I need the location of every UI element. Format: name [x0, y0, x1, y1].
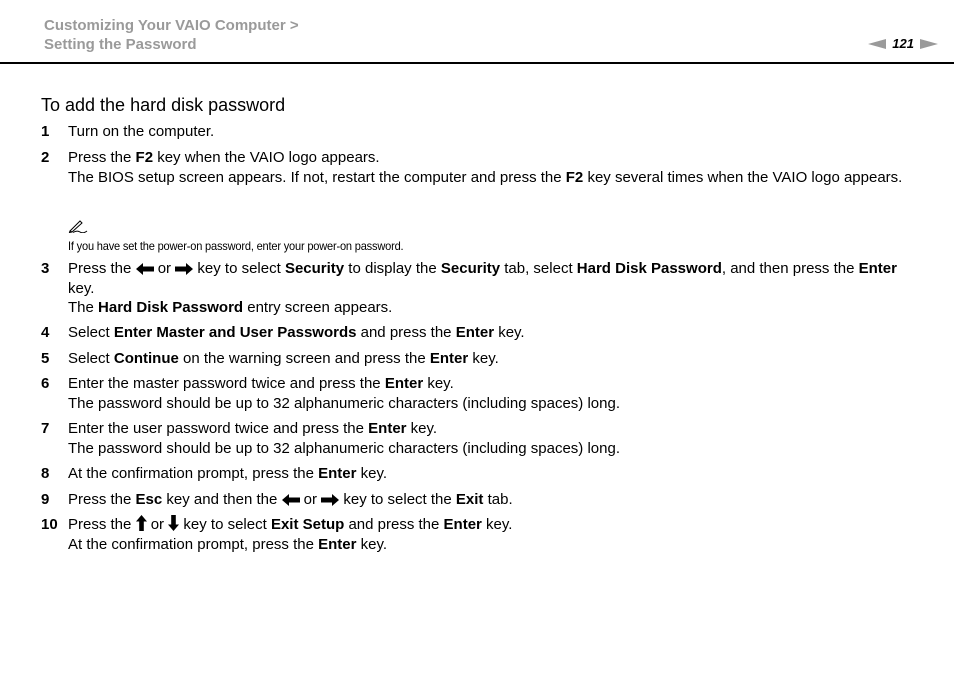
step-text: key to select [193, 260, 285, 277]
step-text: entry screen appears. [243, 299, 393, 316]
menu-exit: Exit [455, 491, 484, 508]
step-10 [41, 515, 921, 554]
breadcrumb-current: Setting the Password [44, 36, 197, 53]
step-number: 7 [41, 420, 50, 437]
step-text: At the confirmation prompt, press the [68, 465, 319, 482]
step-text: , and then press the [721, 260, 859, 277]
key-enter: Enter [384, 375, 424, 392]
step-text: Turn on the computer. [68, 123, 215, 140]
key-enter: Enter [858, 260, 897, 277]
key-enter: Enter [318, 535, 357, 553]
step-text: Enter the user password twice and press the [68, 420, 369, 437]
step-text: or [146, 516, 169, 533]
next-page-icon[interactable] [920, 39, 938, 49]
previous-page-icon[interactable] [868, 39, 886, 49]
right-arrow-icon [321, 494, 339, 506]
menu-hard-disk-password: Hard Disk Password [576, 260, 722, 277]
step-text: or [153, 260, 176, 277]
pencil-note-icon [68, 219, 88, 233]
step-text: on the warning screen and press the [178, 350, 430, 367]
step-5 [41, 349, 921, 369]
step-text: key. [406, 420, 438, 437]
step-text: key. [423, 375, 454, 392]
step-text: and press the [344, 516, 444, 533]
step-text: tab, select [500, 260, 577, 277]
step-text: key to select the [339, 491, 456, 508]
key-esc: Esc [135, 491, 163, 508]
menu-continue: Continue [113, 350, 179, 367]
key-enter: Enter [368, 420, 407, 437]
step-9 [41, 490, 921, 510]
step-text: The [68, 299, 99, 316]
step-number: 5 [41, 350, 50, 367]
step-number: 8 [41, 465, 50, 482]
step-number: 6 [41, 375, 50, 392]
step-number: 10 [41, 516, 58, 533]
menu-hard-disk-password: Hard Disk Password [98, 299, 244, 316]
step-text: Press the [68, 260, 136, 277]
step-text: key. [68, 279, 95, 297]
key-f2: F2 [135, 149, 154, 166]
key-f2: F2 [565, 168, 584, 186]
step-number: 3 [41, 260, 50, 277]
step-text: The BIOS setup screen appears. If not, restart the computer and press the [68, 168, 566, 186]
step-7 [41, 419, 921, 458]
step-text: key. [481, 516, 513, 533]
step-text: key. [356, 535, 388, 553]
step-text: Select [68, 350, 114, 367]
step-text: key to select [179, 516, 271, 533]
step-text: key. [356, 465, 388, 482]
menu-enter-master-user-passwords: Enter Master and User Passwords [113, 324, 357, 341]
key-enter: Enter [318, 465, 357, 482]
page-navigation [868, 36, 938, 51]
step-1 [41, 122, 921, 142]
step-text: key when the VAIO logo appears. [153, 149, 380, 166]
step-text: The password should be up to 32 alphanumeric characters (including spaces) long. [68, 394, 620, 412]
step-text: key. [494, 324, 525, 341]
key-enter: Enter [455, 324, 495, 341]
step-text: and press the [356, 324, 456, 341]
menu-security: Security [440, 260, 501, 277]
page-number: 121 [892, 36, 914, 51]
step-4 [41, 323, 921, 343]
breadcrumb-parent[interactable]: Customizing Your VAIO Computer > [44, 17, 299, 34]
step-text: Select [68, 324, 114, 341]
step-text: Press the [68, 491, 136, 508]
up-arrow-icon [136, 515, 147, 531]
section-title: To add the hard disk password [41, 95, 286, 115]
menu-exit-setup: Exit Setup [270, 516, 345, 533]
step-number: 4 [41, 324, 50, 341]
step-text: Press the [68, 516, 136, 533]
key-enter: Enter [443, 516, 482, 533]
step-number: 2 [41, 149, 50, 166]
step-text: The password should be up to 32 alphanumeric characters (including spaces) long. [68, 439, 620, 457]
step-text: Enter the master password twice and press the [68, 375, 385, 392]
step-2 [41, 148, 921, 187]
step-text: tab. [483, 491, 513, 508]
step-number: 1 [41, 123, 50, 140]
down-arrow-icon [168, 515, 179, 531]
step-text: At the confirmation prompt, press the [68, 535, 319, 553]
note-text: If you have set the power-on password, enter your power-on password. [68, 239, 404, 253]
step-3 [41, 259, 921, 318]
left-arrow-icon [136, 263, 154, 275]
header-divider [0, 62, 954, 64]
step-8 [41, 464, 921, 484]
step-number: 9 [41, 491, 50, 508]
step-text: key several times when the VAIO logo appears. [583, 168, 903, 186]
note [68, 219, 433, 253]
right-arrow-icon [175, 263, 193, 275]
menu-security: Security [284, 260, 345, 277]
step-text: or [299, 491, 322, 508]
left-arrow-icon [282, 494, 300, 506]
step-text: Press the [68, 149, 136, 166]
step-text: to display the [344, 260, 441, 277]
step-text: key and then the [162, 491, 282, 508]
step-6 [41, 374, 921, 413]
step-text: key. [468, 350, 499, 367]
key-enter: Enter [429, 350, 469, 367]
